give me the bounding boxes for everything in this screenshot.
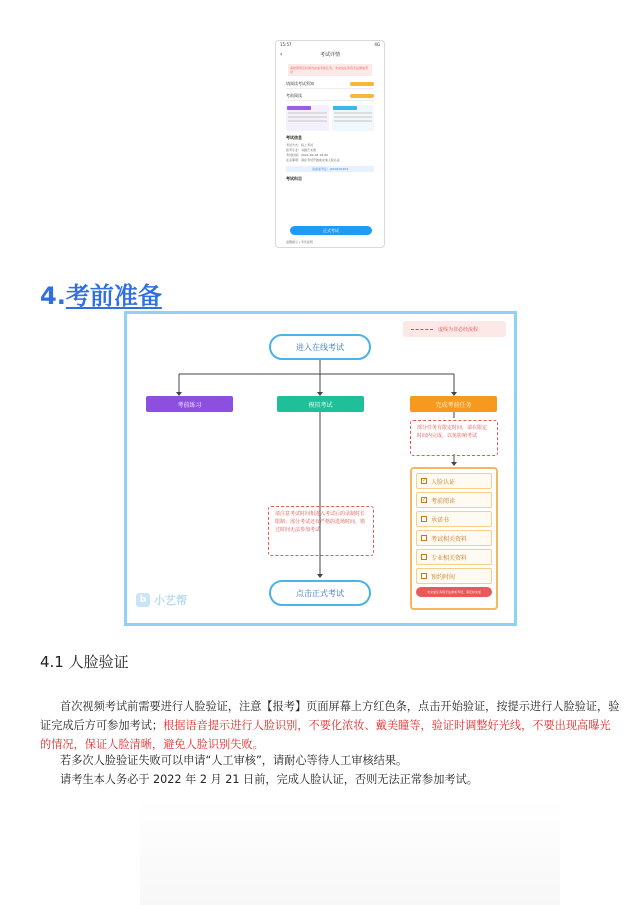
phone-bottom-text: 温馨提示 | 考试说明 bbox=[286, 240, 313, 244]
phone-card[interactable] bbox=[332, 105, 375, 131]
phone-task-row[interactable] bbox=[286, 91, 374, 101]
phone-info-line: 考试时间：2021-02-04 10:00 bbox=[286, 153, 329, 157]
phone-section-subject: 考试科目 bbox=[286, 176, 302, 181]
checkbox-empty-icon bbox=[421, 573, 427, 579]
phone-task-pill[interactable] bbox=[350, 82, 374, 86]
back-arrow-icon[interactable]: ‹ bbox=[280, 51, 283, 58]
task-appointment-time bbox=[416, 568, 492, 584]
task-label: 预约时间 bbox=[431, 573, 456, 581]
checkbox-checked-icon: ✓ bbox=[422, 478, 427, 484]
task-major-materials bbox=[416, 549, 492, 565]
phone-nav-bar bbox=[276, 49, 384, 61]
phone-task-row[interactable] bbox=[286, 79, 374, 89]
task-label: 人脸认证 bbox=[431, 478, 456, 486]
pre-exam-flowchart bbox=[124, 311, 517, 626]
task-time-note: 部分任务有限定时间，请在限定时间内完成，以免影响考试 bbox=[410, 420, 498, 456]
task-label: 承诺书 bbox=[431, 516, 450, 524]
checkbox-empty-icon bbox=[421, 554, 427, 560]
phone-task-pill[interactable] bbox=[350, 94, 374, 98]
legend-box bbox=[403, 321, 506, 337]
paragraph-face-verification bbox=[40, 697, 620, 754]
task-label: 考试相关资料 bbox=[431, 535, 468, 543]
task-label: 考前阅读 bbox=[431, 497, 456, 505]
phone-info-block bbox=[286, 143, 374, 163]
phone-card[interactable] bbox=[286, 105, 329, 131]
phone-section-info: 考试信息 bbox=[286, 135, 302, 140]
logo-text: 小艺帮 bbox=[154, 594, 187, 607]
section-number: 4. bbox=[40, 282, 66, 310]
complete-pre-exam-tasks-node: 完成考前任务 bbox=[410, 396, 497, 412]
phone-info-line: 注意事项：请在考试开始前完成人脸认证 bbox=[286, 158, 341, 162]
phone-alert-banner: 请按照规定时间内完成考前任务，未完成任务将无法参加考试 bbox=[288, 64, 372, 76]
phone-status-bar bbox=[276, 41, 384, 49]
logo-mark-icon: b bbox=[136, 593, 150, 607]
phone-start-exam-button[interactable]: 正式考试 bbox=[290, 226, 372, 235]
xiaoyibang-logo bbox=[136, 592, 187, 608]
phone-ticket-link[interactable]: 查看准考证：JK20210204 bbox=[286, 166, 374, 172]
task-pre-exam-reading bbox=[416, 492, 492, 508]
phone-info-line: 考试方式：线上考试 bbox=[286, 143, 314, 147]
exam-detail-phone-screenshot bbox=[275, 40, 385, 248]
phone-title: 考试详情 bbox=[319, 52, 340, 58]
section-heading-4 bbox=[40, 276, 162, 311]
enter-online-exam-node: 进入在线考试 bbox=[269, 334, 371, 360]
paragraph-red-emphasis: 根据语音提示进行人脸识别，不要化浓妆、戴美瞳等，验证时调整好光线，不要出现高曝光的情况，保证人脸清晰，避免人脸识别失败。 bbox=[40, 719, 611, 751]
phone-card-header bbox=[287, 106, 311, 110]
paragraph-text: 首次视频考试前需要进行人脸验证，注意【报考】页面屏幕上方红色条，点击开始验证，按提示进行人脸验证，验证完成后方可参加考试； bbox=[40, 700, 620, 732]
phone-card-header bbox=[333, 106, 357, 110]
status-signal: 4G bbox=[374, 42, 380, 47]
mock-exam-note: 请注意考试时间相进入考试后的录制时长限制；部分考试还有严格的进场时间，错过时间无法参加考试 bbox=[268, 506, 374, 556]
section-title: 考前准备 bbox=[65, 282, 162, 310]
paragraph-deadline: 请考生本人务必于 2022 年 2 月 21 日前，完成人脸认证，否则无法正常参加考试。 bbox=[60, 773, 478, 786]
checkbox-empty-icon bbox=[421, 516, 427, 522]
checkbox-empty-icon bbox=[421, 535, 427, 541]
phone-task-label: 考前阅读 bbox=[286, 92, 302, 98]
pre-exam-practice-node: 考前练习 bbox=[146, 396, 233, 412]
task-footer-warning: 未完成任务将无法参加考试，请及时完成 bbox=[416, 587, 492, 597]
phone-cards bbox=[286, 105, 374, 131]
legend-text: 虚线为非必经流程 bbox=[438, 326, 479, 333]
task-label: 专业相关资料 bbox=[431, 554, 468, 562]
checkbox-checked-icon: ✓ bbox=[422, 497, 427, 503]
phone-info-line: 报考专业：书画艺术类 bbox=[286, 148, 317, 152]
task-face-verification bbox=[416, 473, 492, 489]
status-time: 15:57 bbox=[280, 42, 292, 47]
task-commitment-letter bbox=[416, 511, 492, 527]
mock-exam-node: 模拟考试 bbox=[277, 396, 364, 412]
legend-dash-line bbox=[411, 329, 433, 330]
phone-task-label: 请阅读考试须知 bbox=[286, 80, 314, 86]
pre-exam-task-list bbox=[410, 467, 498, 610]
subsection-heading: 4.1 人脸验证 bbox=[40, 653, 129, 671]
paragraph-manual-review: 若多次人脸验证失败可以申请“人工审核”，请耐心等待人工审核结果。 bbox=[60, 754, 408, 767]
task-exam-materials bbox=[416, 530, 492, 546]
page-shadow-area bbox=[140, 800, 560, 905]
click-formal-exam-node: 点击正式考试 bbox=[269, 580, 371, 606]
